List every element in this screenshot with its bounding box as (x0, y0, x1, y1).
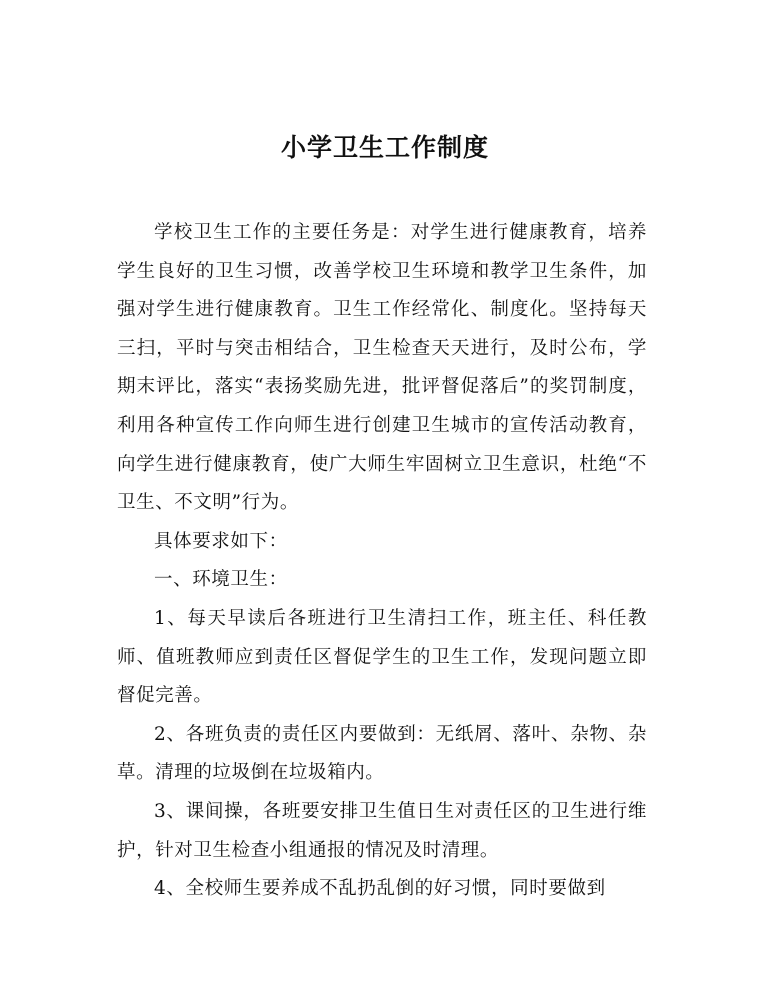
paragraph-item-1: 1、每天早读后各班进行卫生清扫工作，班主任、科任教师、值班教师应到责任区督促学生的卫生工作，发现问题立即督促完善。 (117, 607, 647, 707)
paragraph-item-3: 3、课间操，各班要安排卫生值日生对责任区的卫生进行维护，针对卫生检查小组通报的情况及时清理。 (117, 800, 647, 861)
paragraph-intro: 学校卫生工作的主要任务是：对学生进行健康教育，培养学生良好的卫生习惯，改善学校卫生环境和教学卫生条件，加强对学生进行健康教育。卫生工作经常化、制度化。坚持每天三扫，平时与突击相结合，卫生检查天天进行，及时公布，学期末评比，落实“表扬奖励先进，批评督促落后”的奖罚制度，利用各种宣传工作向师生进行创建卫生城市的宣传活动教育，向学生进行健康教育，使广大师生牢固树立卫生意识，杜绝“不卫生、不文明”行为。 (117, 222, 647, 514)
paragraph-section-environment: 一、环境卫生： (154, 569, 288, 591)
document-body (117, 214, 647, 909)
document-title: 小学卫生工作制度 (280, 133, 489, 162)
paragraph-item-4: 4、全校师生要养成不乱扔乱倒的好习惯，同时要做到 (154, 878, 606, 900)
paragraph-requirements-heading: 具体要求如下： (154, 530, 288, 552)
paragraph-item-2: 2、各班负责的责任区内要做到：无纸屑、落叶、杂物、杂草。清理的垃圾倒在垃圾箱内。 (117, 723, 647, 784)
